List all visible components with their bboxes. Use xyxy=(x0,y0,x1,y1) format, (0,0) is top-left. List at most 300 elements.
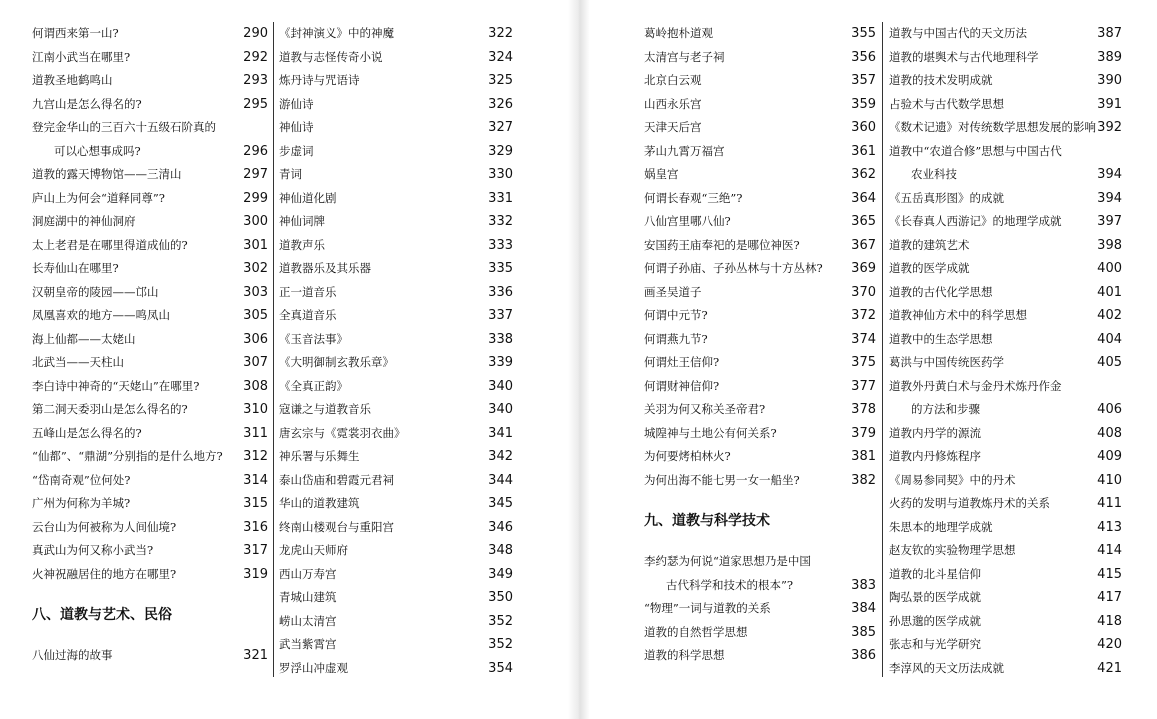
toc-entry xyxy=(889,445,1122,469)
toc-entry xyxy=(644,304,876,328)
page-number: 340 xyxy=(488,378,513,394)
toc-entry xyxy=(644,281,876,305)
page-number: 329 xyxy=(488,143,513,159)
column-divider-right xyxy=(882,22,883,677)
toc-entry xyxy=(32,375,268,399)
toc-entry xyxy=(889,69,1122,93)
entry-title: 崂山太清宫 xyxy=(279,613,337,628)
toc-entry xyxy=(644,445,876,469)
toc-entry xyxy=(279,304,513,328)
entry-title: 云台山为何被称为人间仙境? xyxy=(32,519,177,534)
toc-entry xyxy=(644,375,876,399)
toc-entry xyxy=(644,46,876,70)
toc-entry xyxy=(279,257,513,281)
page-number: 301 xyxy=(243,237,268,253)
toc-entry xyxy=(279,140,513,164)
page-number: 352 xyxy=(488,613,513,629)
page-number: 418 xyxy=(1097,613,1122,629)
entry-title: 罗浮山冲虚观 xyxy=(279,660,348,675)
toc-entry xyxy=(32,116,268,140)
entry-title: 娲皇宫 xyxy=(644,167,679,181)
entry-title: 终南山楼观台与重阳宫 xyxy=(279,519,394,534)
page-number: 354 xyxy=(488,660,513,676)
section-title: 九、道教与科学技术 xyxy=(644,513,770,529)
toc-entry xyxy=(279,351,513,375)
page-number: 369 xyxy=(851,261,876,276)
toc-entry xyxy=(279,375,513,399)
page-number: 306 xyxy=(243,331,268,347)
toc-entry xyxy=(32,93,268,117)
toc-entry xyxy=(32,69,268,93)
entry-title: 道教外丹黄白术与金丹术炼丹作金 xyxy=(889,378,1062,393)
page-number: 381 xyxy=(851,449,876,464)
toc-entry xyxy=(279,539,513,563)
page-number: 391 xyxy=(1097,96,1122,112)
page-number: 332 xyxy=(488,214,513,229)
toc-entry xyxy=(279,163,513,187)
page-number: 377 xyxy=(851,378,876,394)
entry-title: 道教中“农道合修”思想与中国古代 xyxy=(889,143,1062,158)
toc-entry xyxy=(279,492,513,516)
entry-title: 八仙宫里哪八仙? xyxy=(644,214,731,228)
book-gutter xyxy=(568,0,590,719)
page-number: 341 xyxy=(488,425,513,441)
page-number: 338 xyxy=(488,331,513,347)
entry-title: 汉朝皇帝的陵园——邙山 xyxy=(32,284,159,299)
page-number: 409 xyxy=(1097,449,1122,464)
toc-entry xyxy=(279,46,513,70)
toc-entry xyxy=(279,610,513,634)
page-number: 352 xyxy=(488,637,513,652)
page-number: 327 xyxy=(488,120,513,135)
page-number: 414 xyxy=(1097,543,1122,558)
toc-entry xyxy=(644,328,876,352)
entry-title: 唐玄宗与《霓裳羽衣曲》 xyxy=(279,425,406,440)
toc-entry xyxy=(279,22,513,46)
page-number: 303 xyxy=(243,284,268,300)
entry-title: 全真道音乐 xyxy=(279,308,337,322)
entry-title: 可以心想事成吗? xyxy=(54,143,141,158)
page-number: 307 xyxy=(243,355,268,370)
entry-title: 龙虎山天师府 xyxy=(279,543,348,557)
page-number: 297 xyxy=(243,167,268,182)
entry-title: 神仙诗 xyxy=(279,120,314,134)
page-number: 333 xyxy=(488,237,513,253)
toc-entry xyxy=(279,586,513,610)
entry-title: 北武当——天柱山 xyxy=(32,355,124,369)
toc-entry xyxy=(32,304,268,328)
page-number: 311 xyxy=(243,425,268,441)
page-number: 348 xyxy=(488,543,513,558)
entry-title: 正一道音乐 xyxy=(279,284,337,299)
page-number: 386 xyxy=(851,648,876,663)
toc-entry xyxy=(644,574,876,598)
entry-title: 火药的发明与道教炼丹术的关系 xyxy=(889,496,1050,510)
toc-column-1 xyxy=(32,22,268,668)
entry-title: 神仙词牌 xyxy=(279,214,325,228)
entry-title: 真武山为何又称小武当? xyxy=(32,543,154,557)
entry-title: 葛岭抱朴道观 xyxy=(644,26,713,40)
entry-title: 道教的科学思想 xyxy=(644,648,725,662)
entry-title: 泰山岱庙和碧霞元君祠 xyxy=(279,472,394,487)
entry-title: 《数术记遗》对传统数学思想发展的影响 xyxy=(889,120,1096,134)
entry-title: “物理”一词与道教的关系 xyxy=(644,601,771,615)
toc-entry xyxy=(889,422,1122,446)
toc-entry xyxy=(279,93,513,117)
toc-entry xyxy=(644,621,876,645)
entry-title: 古代科学和技术的根本”? xyxy=(666,577,794,592)
page-number: 370 xyxy=(851,284,876,300)
toc-entry xyxy=(32,163,268,187)
page-number: 305 xyxy=(243,308,268,323)
page-number: 316 xyxy=(243,519,268,535)
page-number: 331 xyxy=(488,190,513,206)
page-number: 349 xyxy=(488,566,513,582)
toc-entry xyxy=(889,563,1122,587)
toc-entry xyxy=(644,22,876,46)
page-number: 299 xyxy=(243,190,268,206)
entry-title: “仙都”、“鼎湖”分别指的是什么地方? xyxy=(32,449,223,463)
entry-title: 火神祝融居住的地方在哪里? xyxy=(32,566,177,581)
page-number: 400 xyxy=(1097,261,1122,276)
toc-entry xyxy=(889,22,1122,46)
entry-title: 海上仙都——太姥山 xyxy=(32,331,136,346)
entry-title: 步虚词 xyxy=(279,143,314,158)
page-number: 325 xyxy=(488,73,513,88)
entry-title: 炼丹诗与咒语诗 xyxy=(279,73,360,87)
page-number: 293 xyxy=(243,73,268,88)
toc-entry xyxy=(889,257,1122,281)
entry-title: 太上老君是在哪里得道成仙的? xyxy=(32,237,188,252)
entry-title: 《长春真人西游记》的地理学成就 xyxy=(889,214,1062,228)
page-number: 401 xyxy=(1097,284,1122,300)
entry-title: 赵友钦的实验物理学思想 xyxy=(889,543,1016,557)
toc-entry xyxy=(279,210,513,234)
toc-entry xyxy=(644,93,876,117)
toc-entry xyxy=(32,140,268,164)
page-number: 296 xyxy=(243,143,268,159)
entry-title: 华山的道教建筑 xyxy=(279,496,360,510)
page-number: 326 xyxy=(488,96,513,112)
entry-title: 长寿仙山在哪里? xyxy=(32,261,119,275)
page-number: 392 xyxy=(1097,120,1122,135)
toc-entry xyxy=(889,586,1122,610)
toc-entry xyxy=(644,234,876,258)
toc-entry xyxy=(279,69,513,93)
entry-title: 太清宫与老子祠 xyxy=(644,49,725,64)
page-number: 415 xyxy=(1097,566,1122,582)
page-number: 360 xyxy=(851,120,876,135)
entry-title: 朱思本的地理学成就 xyxy=(889,519,993,534)
entry-title: 西山万寿宫 xyxy=(279,566,337,581)
page-number: 339 xyxy=(488,355,513,370)
page-number: 367 xyxy=(851,237,876,253)
toc-entry xyxy=(644,644,876,668)
page-number: 314 xyxy=(243,472,268,488)
toc-entry xyxy=(644,351,876,375)
page-number: 394 xyxy=(1097,167,1122,182)
entry-title: 庐山上为何会“道释同尊”? xyxy=(32,190,165,205)
entry-title: 茅山九霄万福宫 xyxy=(644,143,725,158)
page-number: 383 xyxy=(851,577,876,593)
toc-entry xyxy=(279,422,513,446)
page-number: 319 xyxy=(243,566,268,582)
toc-entry xyxy=(889,351,1122,375)
entry-title: 孙思邈的医学成就 xyxy=(889,613,981,628)
entry-title: 何谓长春观“三绝”? xyxy=(644,190,743,205)
page-number: 408 xyxy=(1097,425,1122,441)
entry-title: 《全真正韵》 xyxy=(279,378,348,393)
toc-entry xyxy=(644,210,876,234)
page-number: 411 xyxy=(1097,496,1122,511)
page-number: 321 xyxy=(243,648,268,663)
toc-entry xyxy=(32,563,268,587)
entry-title: 关羽为何又称关圣帝君? xyxy=(644,402,766,416)
entry-title: 北京白云观 xyxy=(644,73,702,87)
entry-title: 陶弘景的医学成就 xyxy=(889,590,981,604)
toc-entry xyxy=(32,22,268,46)
entry-title: 江南小武当在哪里? xyxy=(32,49,131,64)
entry-title: 道教中的生态学思想 xyxy=(889,331,993,346)
page-number: 355 xyxy=(851,26,876,41)
page-number: 362 xyxy=(851,167,876,182)
toc-entry xyxy=(889,516,1122,540)
toc-entry xyxy=(279,516,513,540)
toc-entry xyxy=(32,445,268,469)
toc-entry xyxy=(889,492,1122,516)
toc-entry xyxy=(32,210,268,234)
section-heading xyxy=(644,492,876,550)
toc-entry xyxy=(32,187,268,211)
toc-entry xyxy=(279,633,513,657)
toc-column-2 xyxy=(279,22,513,680)
toc-entry xyxy=(889,398,1122,422)
entry-title: 寇谦之与道教音乐 xyxy=(279,402,371,416)
entry-title: 九宫山是怎么得名的? xyxy=(32,96,142,111)
entry-title: 道教声乐 xyxy=(279,237,325,252)
toc-entry xyxy=(644,116,876,140)
page-number: 390 xyxy=(1097,73,1122,88)
page-number: 417 xyxy=(1097,590,1122,605)
page-number: 317 xyxy=(243,543,268,558)
toc-column-3 xyxy=(644,22,876,668)
toc-entry xyxy=(644,69,876,93)
page-number: 312 xyxy=(243,449,268,464)
entry-title: 《大明御制玄教乐章》 xyxy=(279,355,394,369)
page-number: 345 xyxy=(488,496,513,511)
entry-title: 道教的北斗星信仰 xyxy=(889,566,981,581)
page-number: 346 xyxy=(488,519,513,535)
entry-title: 道教神仙方术中的科学思想 xyxy=(889,308,1027,322)
page-number: 410 xyxy=(1097,472,1122,488)
toc-entry xyxy=(279,445,513,469)
page-number: 394 xyxy=(1097,190,1122,206)
page-number: 382 xyxy=(851,472,876,488)
toc-entry xyxy=(889,163,1122,187)
toc-entry xyxy=(644,187,876,211)
toc-entry xyxy=(644,398,876,422)
entry-title: 道教与中国古代的天文历法 xyxy=(889,26,1027,40)
toc-entry xyxy=(889,657,1122,681)
page-number: 421 xyxy=(1097,660,1122,676)
toc-entry xyxy=(279,469,513,493)
page-number: 420 xyxy=(1097,637,1122,652)
section-heading xyxy=(32,586,268,644)
toc-entry xyxy=(32,351,268,375)
toc-entry xyxy=(889,93,1122,117)
page-number: 402 xyxy=(1097,308,1122,323)
toc-entry xyxy=(889,234,1122,258)
entry-title: 青城山建筑 xyxy=(279,590,337,604)
page-number: 375 xyxy=(851,355,876,370)
entry-title: 《玉音法事》 xyxy=(279,331,348,346)
entry-title: 八仙过海的故事 xyxy=(32,648,113,662)
page-number: 413 xyxy=(1097,519,1122,535)
page-number: 359 xyxy=(851,96,876,112)
toc-entry xyxy=(644,469,876,493)
toc-entry xyxy=(32,469,268,493)
entry-title: 李白诗中神奇的“天姥山”在哪里? xyxy=(32,378,200,393)
page-number: 365 xyxy=(851,214,876,229)
entry-title: 广州为何称为羊城? xyxy=(32,496,131,510)
toc-entry xyxy=(889,375,1122,399)
page-number: 387 xyxy=(1097,26,1122,41)
page-number: 337 xyxy=(488,308,513,323)
toc-entry xyxy=(32,516,268,540)
toc-entry xyxy=(32,281,268,305)
page-number: 398 xyxy=(1097,237,1122,253)
entry-title: 游仙诗 xyxy=(279,96,314,111)
toc-entry xyxy=(644,550,876,574)
page-number: 302 xyxy=(243,261,268,276)
page-number: 357 xyxy=(851,73,876,88)
entry-title: 道教器乐及其乐器 xyxy=(279,261,371,275)
entry-title: 道教与志怪传奇小说 xyxy=(279,49,383,64)
toc-entry xyxy=(279,657,513,681)
toc-entry xyxy=(279,563,513,587)
toc-entry xyxy=(889,116,1122,140)
page-number: 406 xyxy=(1097,402,1122,417)
toc-entry xyxy=(889,210,1122,234)
entry-title: 城隍神与土地公有何关系? xyxy=(644,425,777,440)
entry-title: 神仙道化剧 xyxy=(279,190,337,205)
entry-title: 何谓子孙庙、子孙丛林与十方丛林? xyxy=(644,261,823,275)
toc-entry xyxy=(32,46,268,70)
page-number: 322 xyxy=(488,26,513,41)
entry-title: 何谓灶王信仰? xyxy=(644,355,720,369)
entry-title: 李淳风的天文历法成就 xyxy=(889,660,1004,675)
page-number: 397 xyxy=(1097,214,1122,229)
page-number: 372 xyxy=(851,308,876,323)
entry-title: 道教的堪舆术与古代地理科学 xyxy=(889,49,1039,64)
toc-entry xyxy=(644,140,876,164)
toc-entry xyxy=(279,187,513,211)
toc-entry xyxy=(32,398,268,422)
page-number: 330 xyxy=(488,167,513,182)
entry-title: 画圣吴道子 xyxy=(644,284,702,299)
entry-title: 道教的医学成就 xyxy=(889,261,970,275)
entry-title: 道教的建筑艺术 xyxy=(889,237,970,252)
entry-title: 五峰山是怎么得名的? xyxy=(32,425,142,440)
toc-entry xyxy=(889,328,1122,352)
page-number: 342 xyxy=(488,449,513,464)
toc-entry xyxy=(32,257,268,281)
entry-title: 武当紫霄宫 xyxy=(279,637,337,651)
entry-title: “岱南奇观”位何处? xyxy=(32,472,131,487)
toc-entry xyxy=(644,597,876,621)
entry-title: 李约瑟为何说“道家思想乃是中国 xyxy=(644,554,811,568)
toc-entry xyxy=(889,304,1122,328)
toc-entry xyxy=(279,398,513,422)
entry-title: 第二洞天委羽山是怎么得名的? xyxy=(32,402,188,416)
page-number: 389 xyxy=(1097,49,1122,65)
page-number: 374 xyxy=(851,331,876,347)
entry-title: 登完金华山的三百六十五级石阶真的 xyxy=(32,120,216,134)
section-title: 八、道教与艺术、民俗 xyxy=(32,607,172,623)
page-number: 344 xyxy=(488,472,513,488)
entry-title: 何谓燕九节? xyxy=(644,331,708,346)
toc-entry xyxy=(32,492,268,516)
page-number: 340 xyxy=(488,402,513,417)
toc-entry xyxy=(279,234,513,258)
page-number: 379 xyxy=(851,425,876,441)
toc-entry xyxy=(279,328,513,352)
toc-entry xyxy=(889,140,1122,164)
entry-title: 为何出海不能七男一女一船坐? xyxy=(644,472,800,487)
page-number: 300 xyxy=(243,214,268,229)
page-number: 315 xyxy=(243,496,268,511)
entry-title: 道教内丹修炼程序 xyxy=(889,449,981,463)
entry-title: 葛洪与中国传统医药学 xyxy=(889,355,1004,369)
entry-title: 何谓中元节? xyxy=(644,308,708,322)
page-number: 356 xyxy=(851,49,876,65)
page-number: 295 xyxy=(243,96,268,112)
toc-entry xyxy=(32,539,268,563)
toc-column-4 xyxy=(889,22,1122,680)
entry-title: 凤凰喜欢的地方——鸣凤山 xyxy=(32,308,170,322)
page-number: 308 xyxy=(243,378,268,394)
entry-title: 张志和与光学研究 xyxy=(889,637,981,651)
page-number: 404 xyxy=(1097,331,1122,347)
page-number: 336 xyxy=(488,284,513,300)
page-number: 324 xyxy=(488,49,513,65)
entry-title: 农业科技 xyxy=(911,167,957,181)
entry-title: 洞庭湖中的神仙洞府 xyxy=(32,214,136,228)
toc-entry xyxy=(32,234,268,258)
page-number: 350 xyxy=(488,590,513,605)
entry-title: 的方法和步骤 xyxy=(911,402,980,416)
toc-entry xyxy=(32,328,268,352)
toc-entry xyxy=(32,422,268,446)
page-number: 378 xyxy=(851,402,876,417)
page-number: 290 xyxy=(243,26,268,41)
page-number: 364 xyxy=(851,190,876,206)
toc-entry xyxy=(889,633,1122,657)
toc-entry xyxy=(644,257,876,281)
toc-entry xyxy=(889,187,1122,211)
toc-entry xyxy=(889,610,1122,634)
entry-title: 何谓财神信仰? xyxy=(644,378,720,393)
entry-title: 道教内丹学的源流 xyxy=(889,425,981,440)
toc-entry xyxy=(889,469,1122,493)
entry-title: 为何要烤柏林火? xyxy=(644,449,731,463)
entry-title: 山西永乐宫 xyxy=(644,96,702,111)
page-number: 292 xyxy=(243,49,268,65)
entry-title: 天津天后宫 xyxy=(644,120,702,134)
entry-title: 道教的露天博物馆——三清山 xyxy=(32,167,182,181)
entry-title: 道教的自然哲学思想 xyxy=(644,624,748,639)
entry-title: 道教的古代化学思想 xyxy=(889,284,993,299)
